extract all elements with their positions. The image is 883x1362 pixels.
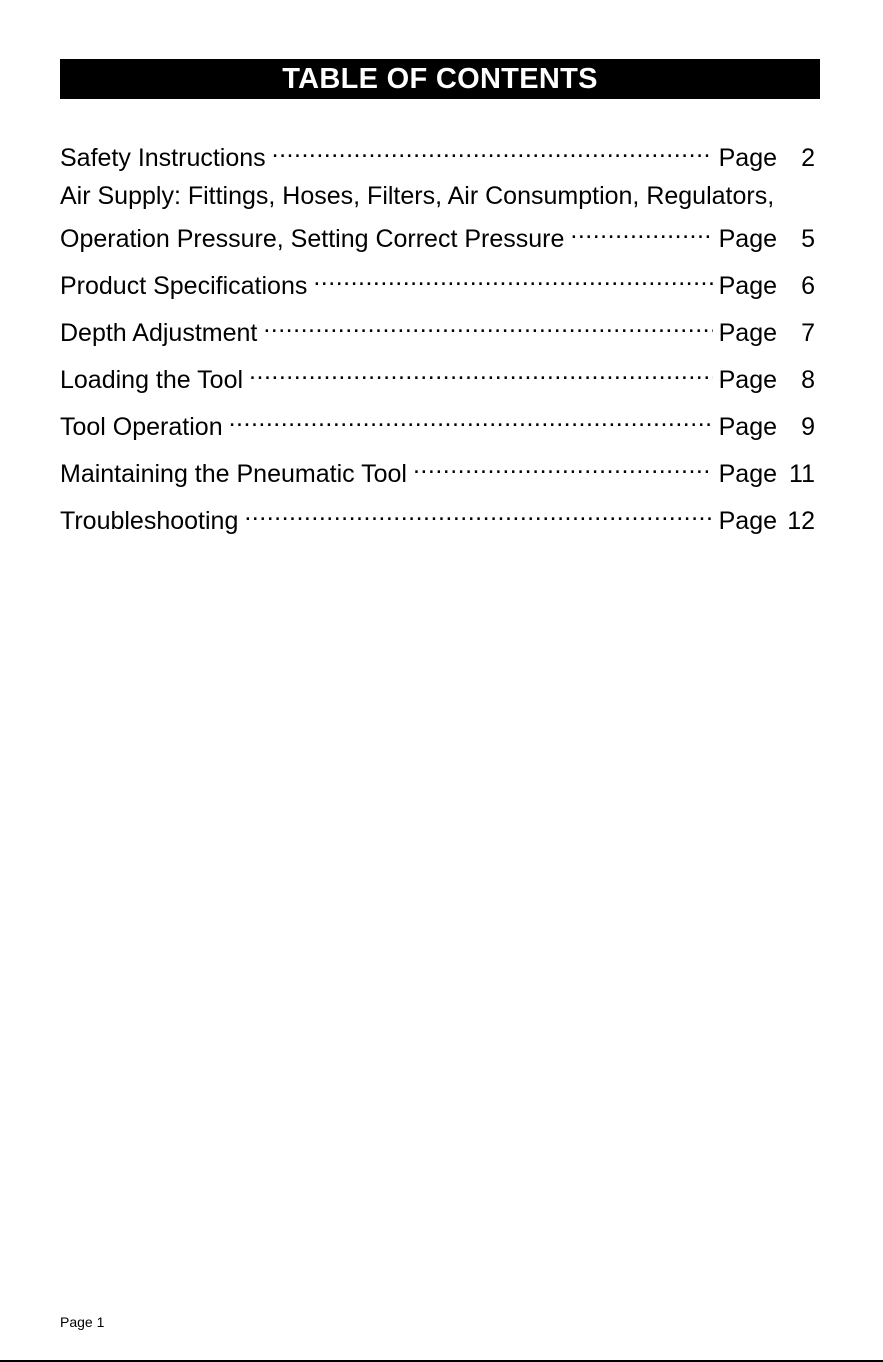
toc-page-label: Page <box>718 413 777 441</box>
toc-entry-text: Air Supply: Fittings, Hoses, Filters, Air Consumption, Regulators, <box>60 182 775 210</box>
toc-page-number: 7 <box>801 319 815 347</box>
toc-entry-safety-instructions[interactable] <box>60 132 815 172</box>
dot-leader <box>570 213 712 247</box>
toc-page-number: 11 <box>789 460 815 488</box>
toc-page-label: Page <box>718 272 777 300</box>
toc-entry-text: Maintaining the Pneumatic Tool <box>60 460 407 488</box>
footer-page-number: Page 1 <box>60 1314 105 1330</box>
toc-page-label: Page <box>718 225 777 253</box>
dot-leader <box>229 401 713 435</box>
toc-entry-text: Depth Adjustment <box>60 319 258 347</box>
toc-page-label: Page <box>718 460 777 488</box>
toc-page-label: Page <box>718 319 777 347</box>
toc-entry-text: Troubleshooting <box>60 507 239 535</box>
dot-leader <box>249 354 713 388</box>
toc-entry-troubleshooting[interactable] <box>60 495 815 535</box>
toc-entry-loading-the-tool[interactable] <box>60 354 815 394</box>
toc-entry-tool-operation[interactable] <box>60 401 815 441</box>
dot-leader <box>413 448 713 482</box>
toc-page-number: 6 <box>801 272 815 300</box>
toc-entry-air-supply[interactable] <box>60 179 815 253</box>
toc-page-label: Page <box>718 366 777 394</box>
toc-page-label: Page <box>718 144 777 172</box>
toc-entry-text: Loading the Tool <box>60 366 244 394</box>
toc-page-number: 12 <box>787 507 815 535</box>
toc-entry-depth-adjustment[interactable] <box>60 307 815 347</box>
toc-entry-text: Tool Operation <box>60 413 223 441</box>
toc-page-label: Page <box>718 507 777 535</box>
toc-entry-text-continued: Operation Pressure, Setting Correct Pressure <box>60 225 565 253</box>
dot-leader <box>244 495 712 529</box>
toc-entry-product-specifications[interactable] <box>60 260 815 300</box>
toc-list <box>60 132 815 542</box>
toc-title: TABLE OF CONTENTS <box>60 59 820 99</box>
dot-leader <box>313 260 712 294</box>
toc-page-number: 2 <box>801 144 815 172</box>
dot-leader <box>272 132 713 166</box>
toc-entry-text: Product Specifications <box>60 272 308 300</box>
toc-entry-maintaining-the-pneumatic-tool[interactable] <box>60 448 815 488</box>
toc-entry-text: Safety Instructions <box>60 144 266 172</box>
toc-page-number: 5 <box>801 225 815 253</box>
toc-page-number: 9 <box>801 413 815 441</box>
dot-leader <box>263 307 712 341</box>
toc-page-number: 8 <box>801 366 815 394</box>
